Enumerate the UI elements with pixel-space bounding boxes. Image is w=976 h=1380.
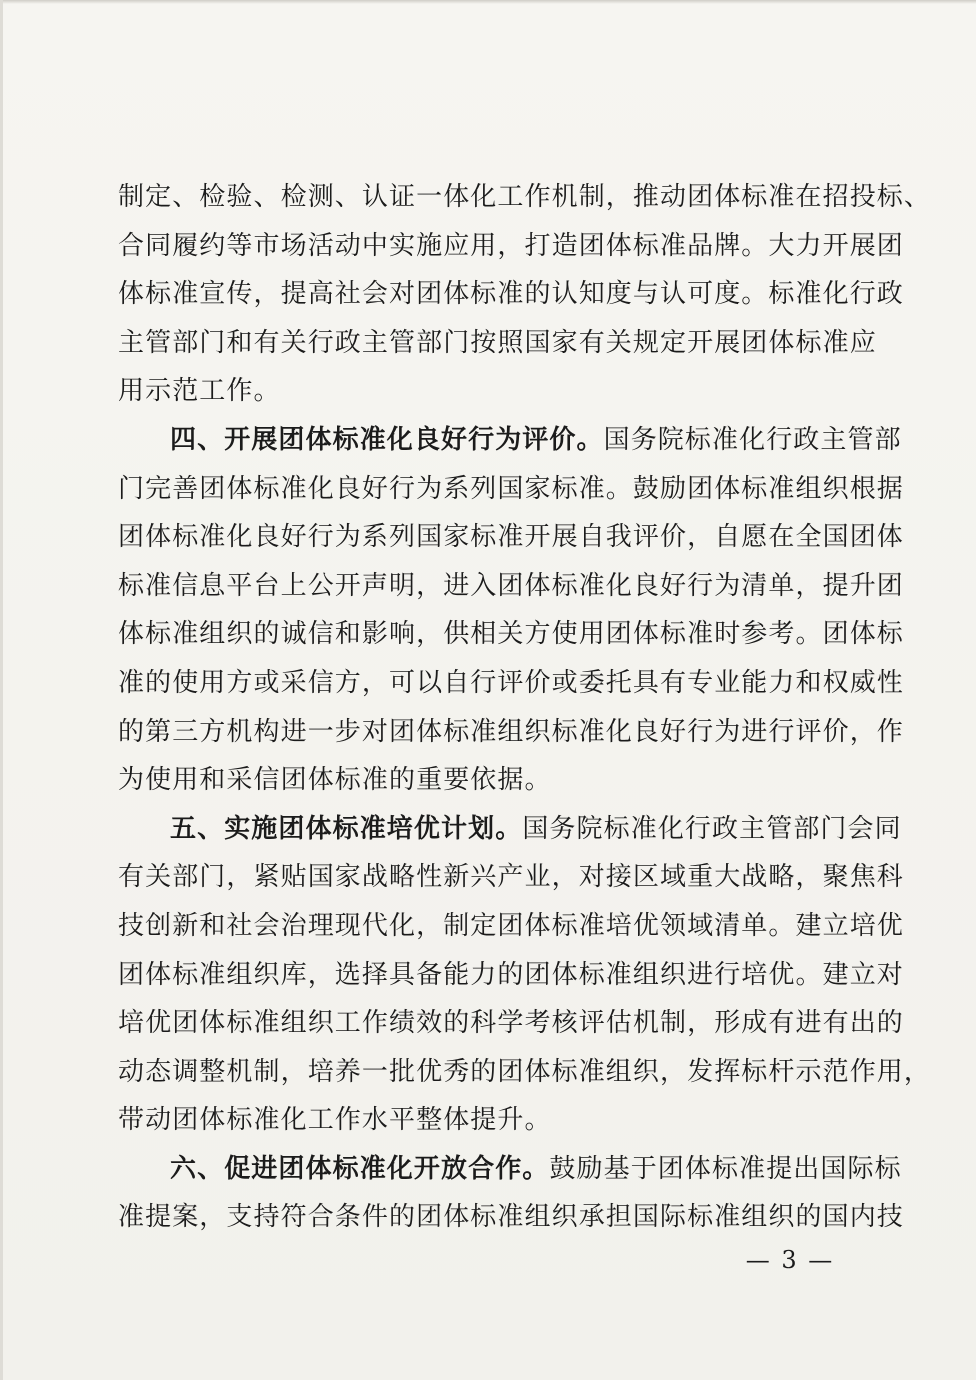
- text-line: 动态调整机制，培养一批优秀的团体标准组织，发挥标杆示范作用，: [118, 1056, 932, 1087]
- text-line: 制定、检验、检测、认证一体化工作机制，推动团体标准在招投标、: [118, 182, 932, 212]
- text-line: 准的使用方或采信方，可以自行评价或委托具有专业能力和权威性: [118, 667, 904, 698]
- text-line: 技创新和社会治理现代化，制定团体标准培优领域清单。建立培优: [118, 910, 904, 941]
- text-line: 体标准组织的诚信和影响，供相关方使用团体标准时参考。团体标: [118, 619, 904, 650]
- text-line: 准提案，支持符合条件的团体标准组织承担国际标准组织的国内技: [118, 1202, 904, 1233]
- body-text: [118, 173, 932, 1242]
- section-4-heading: 四、开展团体标准化良好行为评价。: [170, 424, 604, 455]
- text-line: 标准信息平台上公开声明，进入团体标准化良好行为清单，提升团: [118, 570, 904, 601]
- text-line: 带动团体标准化工作水平整体提升。: [118, 1105, 552, 1136]
- section-6-first-line: [118, 1145, 902, 1194]
- section-6-text: 鼓励基于团体标准提出国际标: [549, 1153, 902, 1184]
- page-number: — 3 —: [745, 1246, 835, 1274]
- section-6-heading: 六、促进团体标准化开放合作。: [170, 1153, 550, 1184]
- section-5-first-line: [118, 805, 902, 854]
- text-line: 用示范工作。: [118, 376, 281, 407]
- text-line: 合同履约等市场活动中实施应用，打造团体标准品牌。大力开展团: [118, 230, 904, 261]
- text-line: 门完善团体标准化良好行为系列国家标准。鼓励团体标准组织根据: [118, 473, 904, 504]
- scan-top-edge: [0, 0, 976, 4]
- text-line: 有关部门，紧贴国家战略性新兴产业，对接区域重大战略，聚焦科: [118, 862, 904, 893]
- text-line: 团体标准组织库，选择具备能力的团体标准组织进行培优。建立对: [118, 959, 904, 990]
- section-4-first-line: [118, 416, 902, 465]
- text-line: 培优团体标准组织工作绩效的科学考核评估机制，形成有进有出的: [118, 1008, 904, 1039]
- section-5-text: 国务院标准化行政主管部门会同: [522, 813, 902, 844]
- section-5-heading: 五、实施团体标准培优计划。: [170, 813, 523, 844]
- section-4-text: 国务院标准化行政主管部: [603, 424, 902, 455]
- text-line: 体标准宣传，提高社会对团体标准的认知度与认可度。标准化行政: [118, 279, 904, 310]
- scan-left-edge: [0, 0, 3, 1380]
- text-line: 为使用和采信团体标准的重要依据。: [118, 765, 552, 796]
- text-line: 的第三方机构进一步对团体标准组织标准化良好行为进行评价，作: [118, 716, 904, 747]
- text-line: 主管部门和有关行政主管部门按照国家有关规定开展团体标准应: [118, 327, 877, 358]
- text-line: 团体标准化良好行为系列国家标准开展自我评价，自愿在全国团体: [118, 522, 904, 553]
